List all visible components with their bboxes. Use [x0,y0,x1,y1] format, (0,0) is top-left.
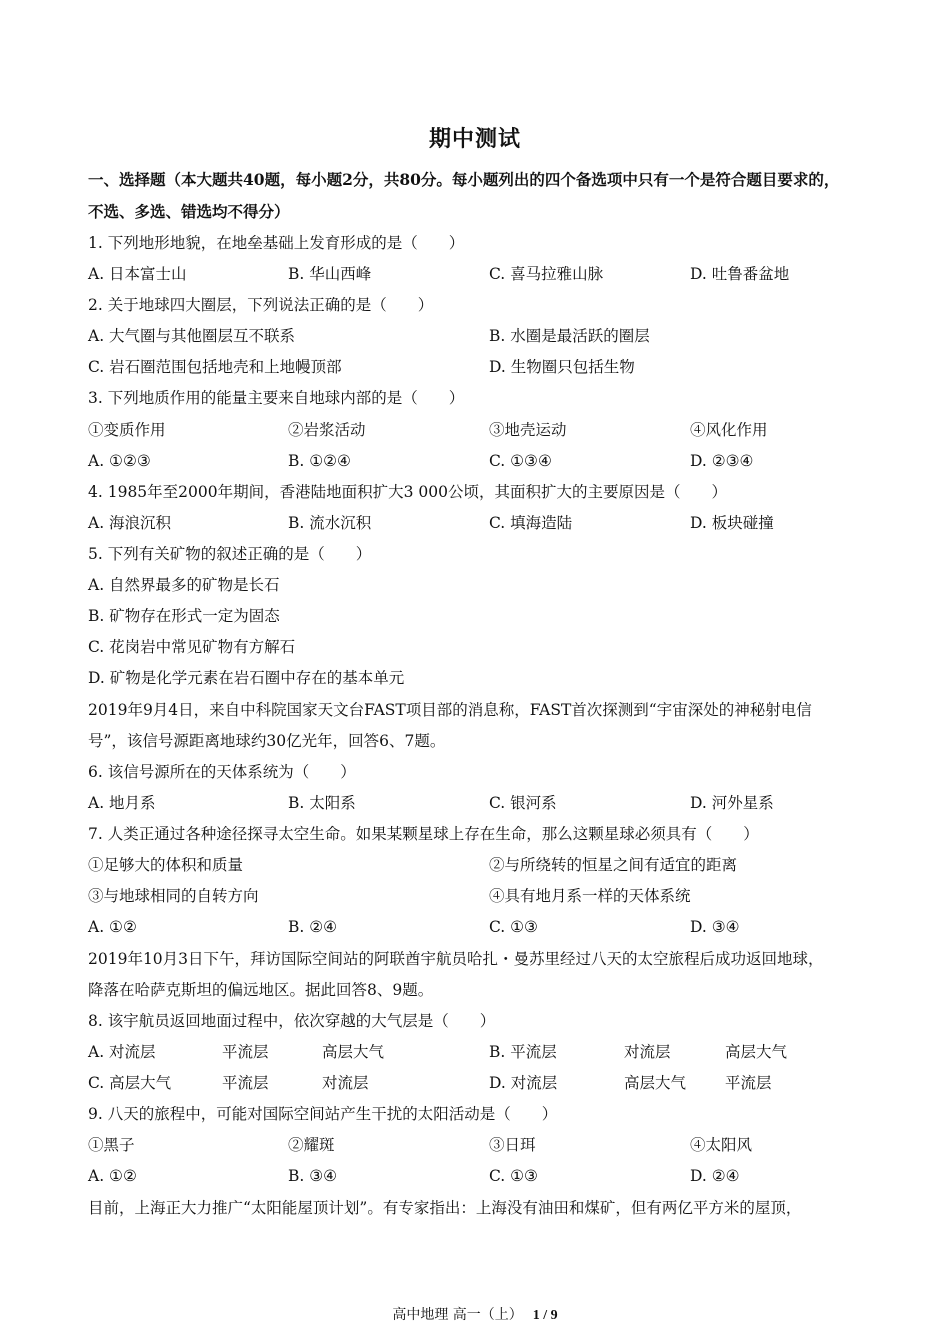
section-heading-line-2: 不选、多选、错选均不得分） [88,202,290,221]
q5-stem: 5. 下列有关矿物的叙述正确的是（ ） [88,545,372,563]
q7-option-b: B. ②④ [288,918,338,936]
q3-option-c: C. ①③④ [489,452,552,470]
q8-option-b-layer-2: 对流层 [624,1043,671,1061]
q9-option-b: B. ③④ [288,1167,338,1185]
q6-option-c: C. 银河系 [489,794,557,812]
q7-stem: 7. 人类正通过各种途径探寻太空生命。如果某颗星球上存在生命，那么这颗星球必须具有（ ） [88,825,759,843]
q8-option-d-layer-3: 平流层 [725,1074,772,1092]
section-heading-line-1: 一、选择题（本大题共40题，每小题2分，共80分。每小题列出的四个备选项中只有一个是符合题目要求的， [88,170,840,189]
q8-option-a-layer-3: 高层大气 [322,1043,385,1061]
q5-option-b: B. 矿物存在形式一定为固态 [88,607,280,625]
q9-stem: 9. 八天的旅程中，可能对国际空间站产生干扰的太阳活动是（ ） [88,1105,558,1123]
q1-option-d: D. 吐鲁番盆地 [690,265,790,283]
q5-option-c: C. 花岗岩中常见矿物有方解石 [88,638,296,656]
q3-stem: 3. 下列地质作用的能量主要来自地球内部的是（ ） [88,389,465,407]
q8-option-a-layer-2: 平流层 [222,1043,269,1061]
q3-statement-1: ①变质作用 [88,421,166,439]
q8-option-b-layer-3: 高层大气 [725,1043,788,1061]
passage-2-line-2: 降落在哈萨克斯坦的偏远地区。据此回答8、9题。 [88,981,434,999]
passage-2-line-1: 2019年10月3日下午，拜访国际空间站的阿联酋宇航员哈扎・曼苏里经过八天的太空旅程后成功返回地球， [88,950,824,968]
q1-option-a: A. 日本富士山 [88,265,187,283]
q6-option-a: A. 地月系 [88,794,156,812]
q9-statement-1: ①黑子 [88,1136,135,1154]
q4-stem: 4. 1985年至2000年期间，香港陆地面积扩大3 000公顷，其面积扩大的主要原因是（ ） [88,483,727,501]
q2-stem: 2. 关于地球四大圈层，下列说法正确的是（ ） [88,296,434,314]
q3-statement-3: ③地壳运动 [489,421,567,439]
q9-option-d: D. ②④ [690,1167,740,1185]
q1-option-b: B. 华山西峰 [288,265,372,283]
q1-option-c: C. 喜马拉雅山脉 [489,265,604,283]
q7-statement-4: ④具有地月系一样的天体系统 [489,887,691,905]
footer-subject: 高中地理 高一（上） [392,1307,523,1323]
q9-statement-4: ④太阳风 [690,1136,753,1154]
q7-statement-2: ②与所绕转的恒星之间有适宜的距离 [489,856,738,874]
q8-option-b-layer-1: B. 平流层 [489,1043,557,1061]
q7-statement-3: ③与地球相同的自转方向 [88,887,259,905]
q9-option-a: A. ①② [88,1167,137,1185]
q8-stem: 8. 该宇航员返回地面过程中，依次穿越的大气层是（ ） [88,1012,496,1030]
page-title: 期中测试 [428,126,521,152]
q2-option-c: C. 岩石圈范围包括地壳和上地幔顶部 [88,358,342,376]
q7-statement-1: ①足够大的体积和质量 [88,856,244,874]
q7-option-d: D. ③④ [690,918,740,936]
passage-1-line-2: 号”，该信号源距离地球约30亿光年，回答6、7题。 [88,732,446,750]
q6-option-d: D. 河外星系 [690,794,774,812]
q7-option-a: A. ①② [88,918,137,936]
q3-option-a: A. ①②③ [88,452,151,470]
q8-option-d-layer-1: D. 对流层 [489,1074,558,1092]
q9-option-c: C. ①③ [489,1167,538,1185]
q5-option-d: D. 矿物是化学元素在岩石圈中存在的基本单元 [88,669,405,687]
q9-statement-2: ②耀斑 [288,1136,335,1154]
q4-option-a: A. 海浪沉积 [88,514,172,532]
q4-option-c: C. 填海造陆 [489,514,573,532]
q8-option-d-layer-2: 高层大气 [624,1074,687,1092]
q3-option-d: D. ②③④ [690,452,754,470]
q6-stem: 6. 该信号源所在的天体系统为（ ） [88,763,356,781]
q2-option-b: B. 水圈是最活跃的圈层 [489,327,650,345]
q1-stem: 1. 下列地形地貌，在地垒基础上发育形成的是（ ） [88,234,465,252]
q8-option-c-layer-3: 对流层 [322,1074,369,1092]
q4-option-d: D. 板块碰撞 [690,514,774,532]
q3-statement-4: ④风化作用 [690,421,768,439]
q6-option-b: B. 太阳系 [288,794,356,812]
q5-option-a: A. 自然界最多的矿物是长石 [88,576,280,594]
q3-statement-2: ②岩浆活动 [288,421,366,439]
q8-option-c-layer-2: 平流层 [222,1074,269,1092]
q9-statement-3: ③日珥 [489,1136,536,1154]
page-number: 1 / 9 [532,1308,558,1323]
q2-option-a: A. 大气圈与其他圈层互不联系 [88,327,296,345]
q2-option-d: D. 生物圈只包括生物 [489,358,635,376]
q7-option-c: C. ①③ [489,918,538,936]
passage-1-line-1: 2019年9月4日，来自中科院国家天文台FAST项目部的消息称，FAST首次探测到“宇宙深处的神秘射电信 [88,701,812,719]
passage-3-line-1: 目前，上海正大力推广“太阳能屋顶计划”。有专家指出：上海没有油田和煤矿，但有两亿平方米的屋顶， [88,1199,802,1217]
q8-option-c-layer-1: C. 高层大气 [88,1074,172,1092]
q4-option-b: B. 流水沉积 [288,514,372,532]
q3-option-b: B. ①②④ [288,452,351,470]
q8-option-a-layer-1: A. 对流层 [88,1043,156,1061]
page-footer [0,1304,950,1324]
